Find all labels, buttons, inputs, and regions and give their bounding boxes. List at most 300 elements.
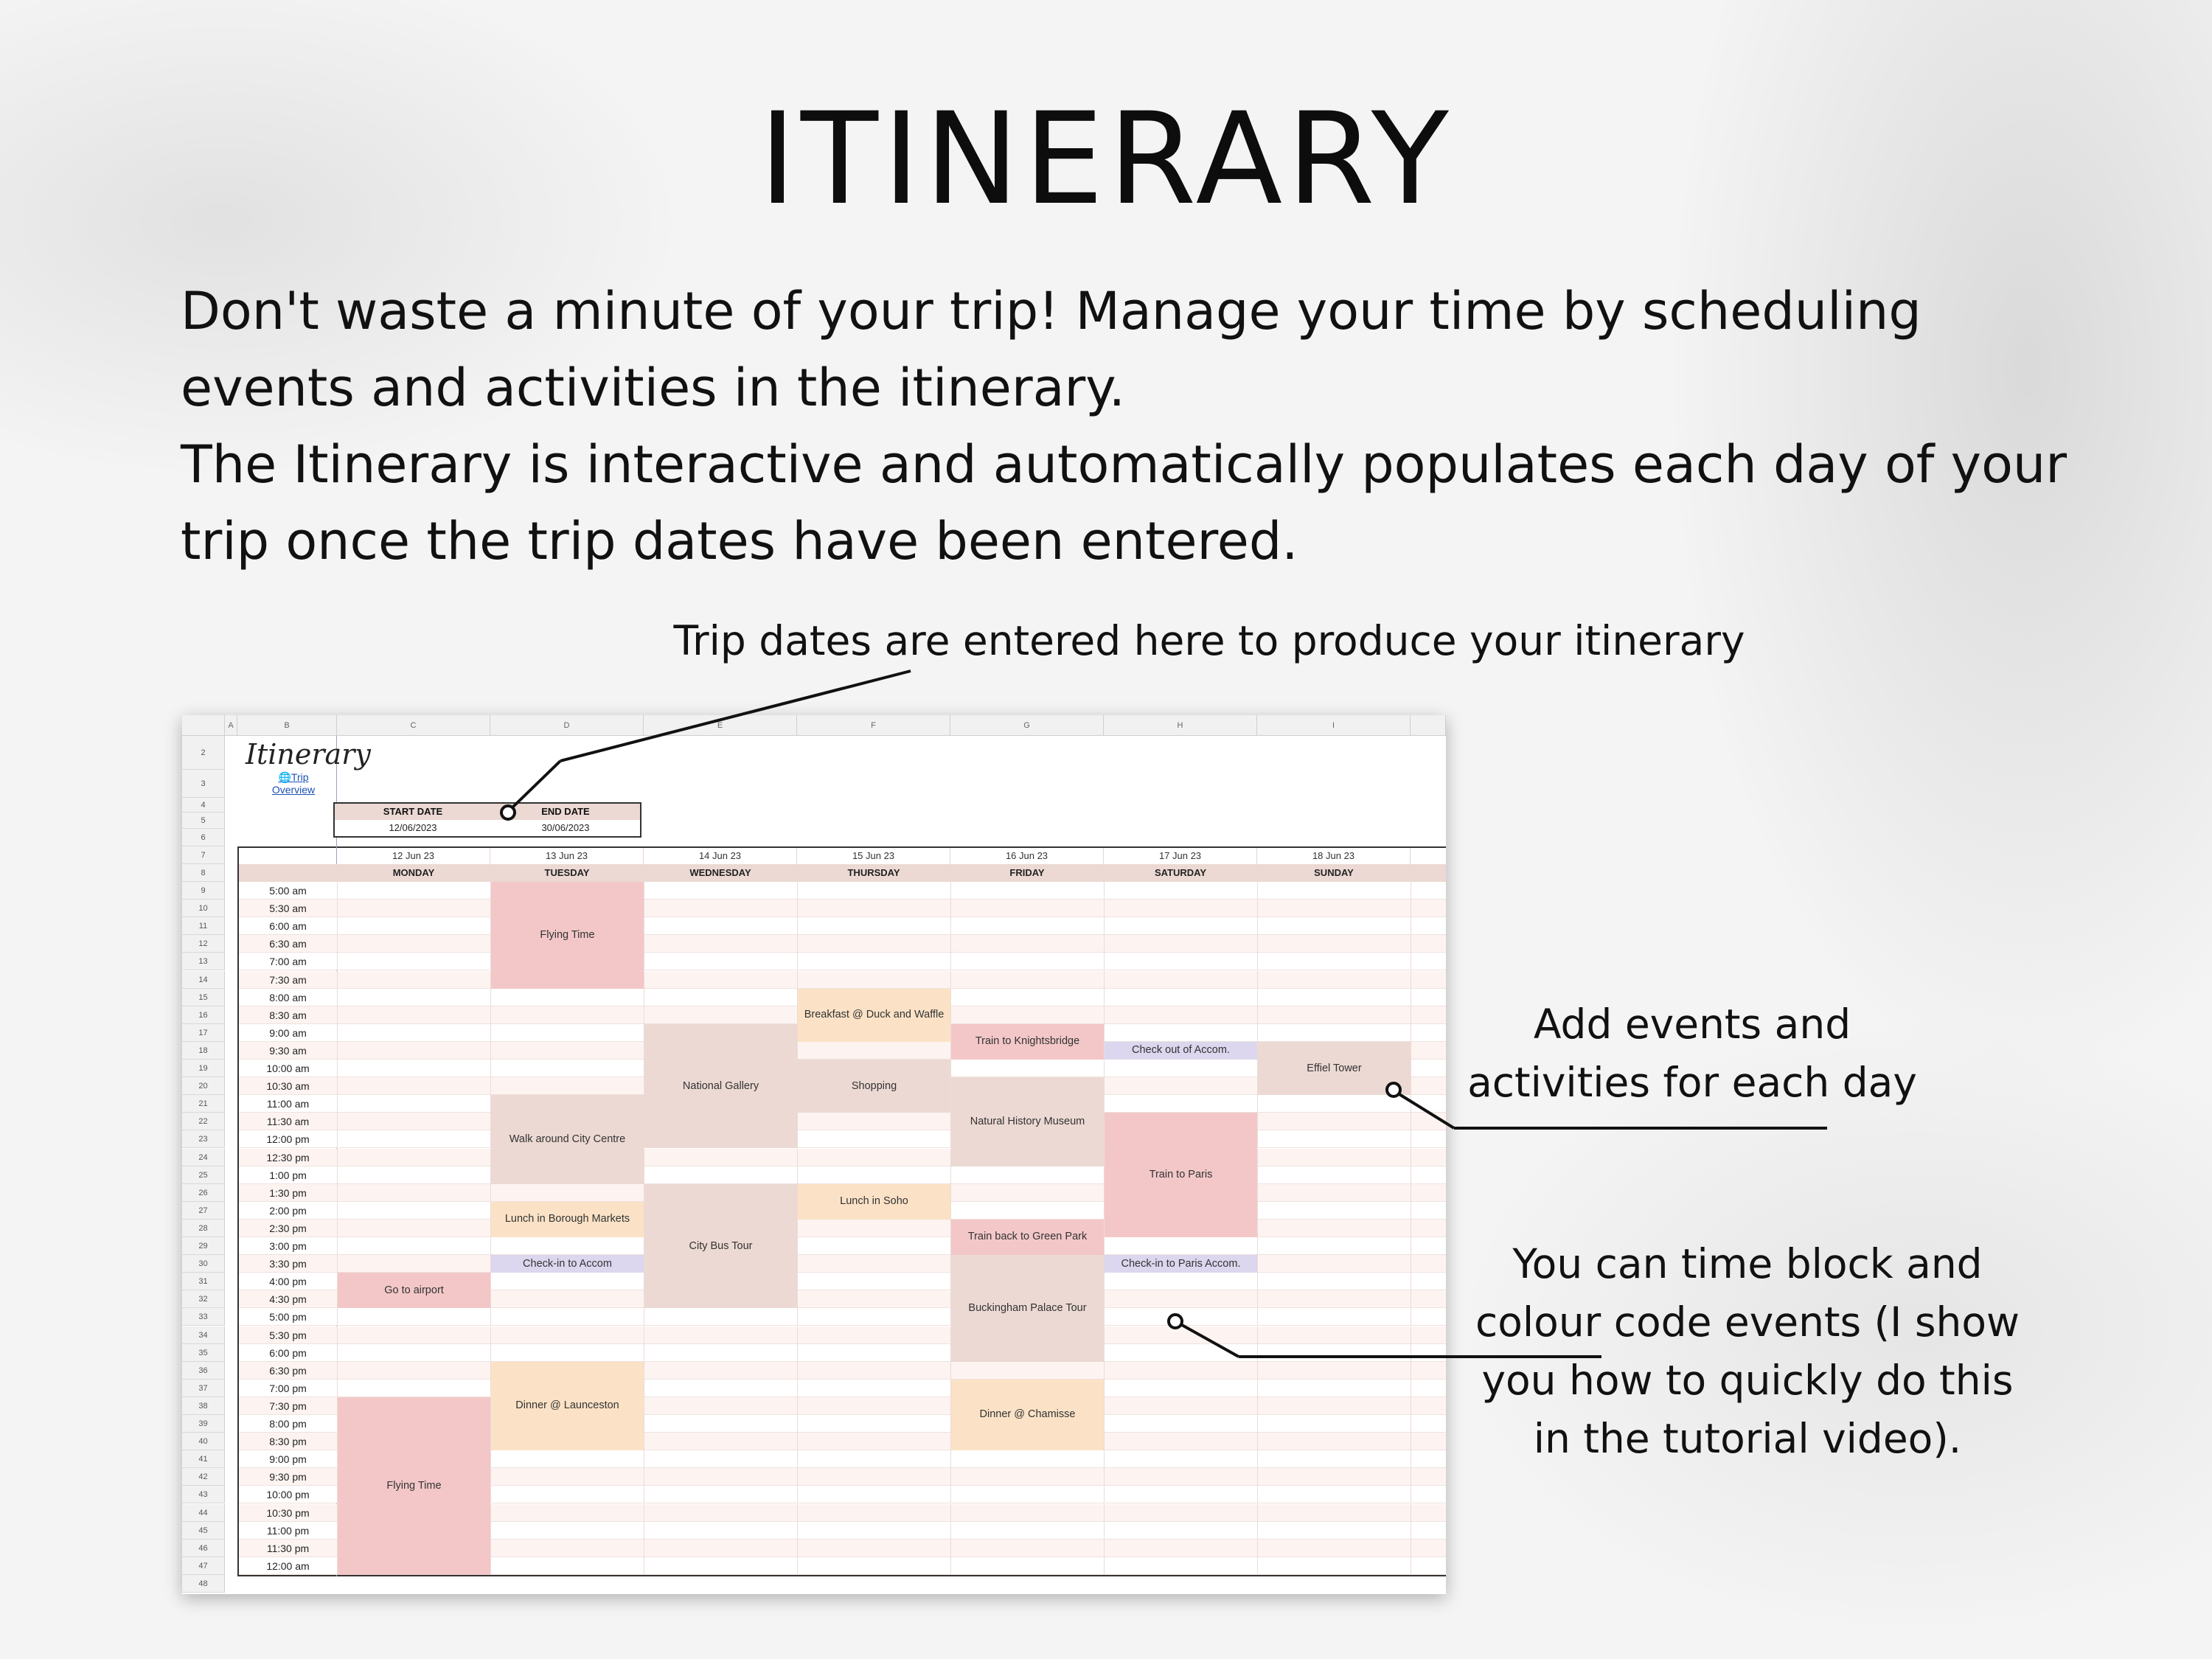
column-divider [337, 1362, 338, 1380]
column-divider [950, 989, 951, 1006]
event-block[interactable] [491, 1095, 644, 1184]
event-block[interactable] [1105, 1255, 1257, 1273]
row-header[interactable]: 13 [182, 953, 225, 970]
event-label: Lunch in Borough Markets [504, 1213, 630, 1225]
intro-text [181, 273, 2068, 580]
event-label: Breakfast @ Duck and Waffle [804, 1009, 945, 1021]
time-label: 8:30 am [269, 1009, 307, 1021]
callout-trip-dates: Trip dates are entered here to produce your itinerary [673, 617, 1745, 664]
column-divider [797, 917, 798, 935]
row-header[interactable]: 11 [182, 917, 225, 935]
column-divider [1257, 1397, 1258, 1415]
column-divider [1257, 1220, 1258, 1237]
event-block[interactable] [798, 1184, 950, 1220]
time-label: 4:30 pm [269, 1293, 307, 1306]
row-header[interactable]: 7 [182, 846, 225, 864]
row-header[interactable]: 48 [182, 1575, 225, 1593]
row-header[interactable]: 35 [182, 1344, 225, 1362]
event-label: Train to Knightsbridge [975, 1035, 1080, 1048]
column-divider [337, 989, 338, 1006]
column-divider [490, 1273, 491, 1290]
date-header: 16 Jun 23 [950, 848, 1104, 864]
row-header[interactable]: 26 [182, 1184, 225, 1202]
row-header[interactable]: 32 [182, 1290, 225, 1308]
time-row [239, 953, 1446, 970]
column-divider [1257, 900, 1258, 917]
column-divider [797, 1504, 798, 1522]
intro-line-2: The Itinerary is interactive and automatically populates each day of your trip once the trip dates have been entered. [181, 434, 2067, 571]
time-label: 9:00 am [269, 1026, 307, 1039]
row-header[interactable]: 9 [182, 882, 225, 900]
day-header-sunday: SUNDAY [1314, 867, 1354, 878]
row-header[interactable]: 2 [182, 736, 225, 770]
column-divider [797, 1450, 798, 1468]
row-header[interactable]: 28 [182, 1220, 225, 1237]
column-divider [1104, 1024, 1105, 1042]
time-label: 1:00 pm [269, 1169, 307, 1181]
column-divider [950, 1060, 951, 1077]
column-divider [1104, 1415, 1105, 1433]
event-label: Dinner @ Chamisse [979, 1408, 1076, 1421]
page-title: ITINERARY [759, 85, 1453, 233]
row-header[interactable]: 3 [182, 770, 225, 798]
day-header-saturday: SATURDAY [1154, 867, 1207, 878]
time-label: 6:30 am [269, 938, 307, 950]
column-divider [1104, 1504, 1105, 1522]
column-divider [950, 1468, 951, 1486]
event-block[interactable] [644, 1184, 797, 1309]
column-divider [1104, 1273, 1105, 1290]
column-divider [337, 1042, 338, 1060]
event-block[interactable] [951, 1077, 1104, 1166]
time-label: 9:30 am [269, 1044, 307, 1057]
column-divider [1257, 1237, 1258, 1255]
day-header-thursday: THURSDAY [847, 867, 900, 878]
trip-overview-link-label-1: Trip [291, 771, 309, 783]
column-divider [1104, 1540, 1105, 1557]
event-label: Train to Paris [1149, 1169, 1213, 1181]
column-header-h[interactable]: H [1104, 715, 1257, 736]
row-header[interactable]: 38 [182, 1397, 225, 1415]
column-header-d[interactable]: D [490, 715, 644, 736]
column-divider [1104, 882, 1105, 900]
date-header: 17 Jun 23 [1104, 848, 1257, 864]
column-divider [337, 1184, 338, 1202]
event-block[interactable] [1258, 1042, 1411, 1095]
column-divider [337, 935, 338, 953]
time-row [239, 1130, 1446, 1148]
column-divider [490, 989, 491, 1006]
row-header[interactable]: 24 [182, 1149, 225, 1166]
row-header[interactable]: 45 [182, 1522, 225, 1540]
column-divider [1257, 1024, 1258, 1042]
column-divider [797, 1415, 798, 1433]
column-divider [1104, 971, 1105, 989]
column-divider [950, 935, 951, 953]
column-divider [797, 1540, 798, 1557]
column-divider [490, 1450, 491, 1468]
event-label: National Gallery [682, 1079, 759, 1092]
column-divider [1257, 1468, 1258, 1486]
column-divider [490, 1540, 491, 1557]
row-header[interactable]: 18 [182, 1042, 225, 1060]
time-label: 12:00 pm [266, 1133, 310, 1146]
event-label: Dinner @ Launceston [515, 1399, 619, 1412]
event-block[interactable] [951, 1380, 1104, 1450]
column-header-a[interactable]: A [225, 715, 237, 736]
column-divider [337, 1308, 338, 1326]
column-divider [490, 1486, 491, 1503]
time-label: 8:00 pm [269, 1418, 307, 1430]
event-block[interactable] [1105, 1042, 1257, 1060]
row-header[interactable]: 14 [182, 971, 225, 989]
row-header[interactable]: 39 [182, 1415, 225, 1433]
column-divider [1257, 1433, 1258, 1450]
row-header[interactable]: 10 [182, 900, 225, 917]
column-divider [1104, 935, 1105, 953]
time-label: 8:30 pm [269, 1436, 307, 1448]
column-divider [1257, 1557, 1258, 1575]
column-divider [1257, 1504, 1258, 1522]
column-header-b[interactable]: B [237, 715, 337, 736]
column-divider [797, 1149, 798, 1166]
start-date-input[interactable]: 12/06/2023 [389, 822, 437, 833]
time-label: 8:00 am [269, 991, 307, 1004]
column-divider [797, 1130, 798, 1148]
row-header[interactable]: 29 [182, 1237, 225, 1255]
column-divider [950, 917, 951, 935]
column-divider [1257, 1290, 1258, 1308]
column-divider [1257, 1166, 1258, 1184]
row-header[interactable]: 41 [182, 1450, 225, 1468]
column-divider [337, 971, 338, 989]
time-label: 11:00 pm [266, 1524, 310, 1537]
column-divider [337, 1237, 338, 1255]
column-divider [490, 1308, 491, 1326]
time-label: 12:00 am [266, 1559, 310, 1572]
time-row [239, 1344, 1446, 1362]
column-divider [950, 1504, 951, 1522]
time-label: 10:00 am [266, 1062, 310, 1074]
time-label: 12:30 pm [266, 1151, 310, 1164]
column-divider [1257, 953, 1258, 970]
row-header[interactable]: 36 [182, 1362, 225, 1380]
time-label: 11:30 pm [266, 1542, 310, 1554]
column-divider [950, 1540, 951, 1557]
column-divider [797, 1237, 798, 1255]
event-block[interactable] [338, 1397, 490, 1575]
intro-line-1: Don't waste a minute of your trip! Manage your time by scheduling events and activities in the itinerary. [181, 281, 1921, 418]
time-label: 11:30 am [266, 1116, 310, 1128]
time-label: 5:00 pm [269, 1311, 307, 1324]
time-label: 6:30 pm [269, 1364, 307, 1377]
date-header: 15 Jun 23 [797, 848, 950, 864]
callout-time-block: You can time block and colour code events (I show you how to quickly do this in the tutorial video). [1475, 1240, 2020, 1462]
column-divider [1104, 1060, 1105, 1077]
column-divider [950, 1486, 951, 1503]
row-header[interactable]: 46 [182, 1540, 225, 1557]
row-header[interactable]: 47 [182, 1557, 225, 1575]
time-row [239, 1326, 1446, 1344]
row-header[interactable]: 12 [182, 935, 225, 953]
event-block[interactable] [798, 1060, 950, 1113]
column-divider [1104, 1486, 1105, 1503]
column-divider [797, 1042, 798, 1060]
event-block[interactable] [338, 1273, 490, 1308]
column-header-extra[interactable] [1411, 715, 1446, 736]
column-divider [1104, 917, 1105, 935]
row-header[interactable]: 44 [182, 1504, 225, 1522]
column-divider [337, 1060, 338, 1077]
column-divider [337, 1130, 338, 1148]
date-header: 12 Jun 23 [337, 848, 490, 864]
column-divider [797, 1380, 798, 1397]
column-divider [337, 1006, 338, 1024]
column-header-g[interactable]: G [950, 715, 1104, 736]
column-divider [797, 1255, 798, 1273]
column-divider [1257, 1130, 1258, 1148]
column-divider [797, 1326, 798, 1344]
column-divider [1257, 1113, 1258, 1130]
column-header-e[interactable]: E [644, 715, 797, 736]
column-divider [1257, 1380, 1258, 1397]
row-header[interactable]: 30 [182, 1255, 225, 1273]
column-divider [337, 1202, 338, 1220]
column-divider [1104, 1237, 1105, 1255]
date-header: 13 Jun 23 [490, 848, 644, 864]
column-divider [1257, 1326, 1258, 1344]
column-divider [797, 1113, 798, 1130]
sheet-corner[interactable] [182, 715, 225, 736]
column-header-f[interactable]: F [797, 715, 950, 736]
column-divider [1104, 1522, 1105, 1540]
column-divider [337, 1024, 338, 1042]
itinerary-spreadsheet [182, 715, 1446, 1594]
column-divider [1104, 1308, 1105, 1326]
time-label: 7:30 am [269, 973, 307, 986]
event-block[interactable] [951, 1255, 1104, 1362]
row-header[interactable]: 42 [182, 1468, 225, 1486]
column-divider [1104, 1326, 1105, 1344]
column-divider [950, 1006, 951, 1024]
column-divider [490, 1326, 491, 1344]
column-header-i[interactable]: I [1257, 715, 1411, 736]
row-header[interactable]: 34 [182, 1326, 225, 1344]
column-divider [1104, 1362, 1105, 1380]
column-divider [950, 882, 951, 900]
column-divider [797, 1290, 798, 1308]
column-divider [1104, 953, 1105, 970]
column-divider [1104, 1557, 1105, 1575]
row-header[interactable]: 17 [182, 1024, 225, 1042]
event-block[interactable] [491, 1362, 644, 1451]
row-header[interactable]: 22 [182, 1113, 225, 1130]
date-header: 14 Jun 23 [644, 848, 797, 864]
time-label: 7:00 am [269, 956, 307, 968]
row-header[interactable]: 21 [182, 1095, 225, 1113]
column-divider [797, 1486, 798, 1503]
column-divider [797, 935, 798, 953]
column-divider [950, 1202, 951, 1220]
column-divider [1257, 971, 1258, 989]
time-row [239, 1113, 1446, 1130]
column-divider [1257, 1202, 1258, 1220]
column-divider [1257, 1450, 1258, 1468]
time-row [239, 1255, 1446, 1273]
column-divider [1257, 1095, 1258, 1113]
column-divider [1257, 1273, 1258, 1290]
event-label: Flying Time [540, 928, 595, 941]
row-header[interactable]: 25 [182, 1166, 225, 1184]
column-divider [950, 971, 951, 989]
column-divider [797, 1220, 798, 1237]
column-divider [950, 1522, 951, 1540]
column-divider [950, 1362, 951, 1380]
event-block[interactable] [951, 1220, 1104, 1255]
column-divider [337, 1166, 338, 1184]
column-divider [1104, 1290, 1105, 1308]
column-divider [490, 1077, 491, 1095]
event-label: Flying Time [386, 1479, 442, 1492]
column-divider [950, 1166, 951, 1184]
column-divider [337, 882, 338, 900]
time-label: 2:30 pm [269, 1222, 307, 1234]
row-header[interactable]: 40 [182, 1433, 225, 1450]
event-label: Natural History Museum [970, 1115, 1085, 1127]
row-header[interactable]: 20 [182, 1077, 225, 1095]
end-date-input[interactable]: 30/06/2023 [541, 822, 590, 833]
column-divider [490, 1237, 491, 1255]
column-header-c[interactable]: C [337, 715, 490, 736]
column-divider [337, 1220, 338, 1237]
row-header[interactable]: 8 [182, 864, 225, 882]
event-block[interactable] [644, 1024, 797, 1149]
event-label: Walk around City Centre [509, 1133, 626, 1145]
column-divider [337, 1113, 338, 1130]
column-divider [950, 1184, 951, 1202]
column-divider [950, 953, 951, 970]
column-divider [1257, 1522, 1258, 1540]
column-divider [490, 1504, 491, 1522]
column-divider [797, 1344, 798, 1362]
day-header-monday: MONDAY [392, 867, 435, 878]
day-header-wednesday: WEDNESDAY [689, 867, 751, 878]
column-divider [1257, 989, 1258, 1006]
time-row [239, 1166, 1446, 1184]
trip-overview-link-label-2: Overview [271, 784, 316, 796]
column-divider [797, 1308, 798, 1326]
row-header[interactable]: 19 [182, 1060, 225, 1077]
column-divider [797, 1433, 798, 1450]
calendar-bottom-border [237, 1575, 1446, 1576]
column-divider [797, 900, 798, 917]
day-header-friday: FRIDAY [1009, 867, 1045, 878]
trip-overview-link[interactable] [246, 771, 341, 796]
column-divider [950, 900, 951, 917]
time-label: 11:00 am [266, 1098, 310, 1110]
column-divider [490, 1344, 491, 1362]
time-label: 3:00 pm [269, 1240, 307, 1252]
event-label: Check-in to Accom [523, 1257, 612, 1270]
time-label: 7:30 pm [269, 1399, 307, 1412]
event-block[interactable] [951, 1024, 1104, 1060]
row-header[interactable]: 23 [182, 1130, 225, 1148]
column-divider [490, 1557, 491, 1575]
row-header[interactable]: 16 [182, 1006, 225, 1024]
column-divider [797, 1273, 798, 1290]
column-divider [337, 917, 338, 935]
time-label: 9:00 pm [269, 1453, 307, 1466]
column-divider [1257, 1149, 1258, 1166]
column-divider [337, 1255, 338, 1273]
column-divider [1104, 1344, 1105, 1362]
column-divider [1104, 1397, 1105, 1415]
time-row [239, 1220, 1446, 1237]
time-label: 9:30 pm [269, 1471, 307, 1484]
row-header[interactable]: 33 [182, 1308, 225, 1326]
column-divider [1257, 1486, 1258, 1503]
callout-add-events: Add events and activities for each day [1467, 1001, 1917, 1106]
event-block[interactable] [491, 1255, 644, 1273]
event-block[interactable] [798, 989, 950, 1042]
time-label: 10:00 pm [266, 1489, 310, 1501]
start-date-label: START DATE [335, 804, 491, 820]
time-row [239, 935, 1446, 953]
column-divider [1104, 989, 1105, 1006]
row-header[interactable]: 37 [182, 1380, 225, 1397]
row-header[interactable]: 15 [182, 989, 225, 1006]
end-date-label: END DATE [491, 804, 640, 820]
column-divider [797, 1557, 798, 1575]
event-block[interactable] [491, 882, 644, 989]
row-header[interactable]: 4 [182, 798, 225, 813]
time-label: 3:30 pm [269, 1258, 307, 1270]
time-label: 2:00 pm [269, 1204, 307, 1217]
itinerary-brand [246, 737, 371, 796]
event-block[interactable] [1105, 1113, 1257, 1237]
column-divider [490, 1060, 491, 1077]
event-label: Buckingham Palace Tour [968, 1301, 1087, 1314]
column-divider [1104, 1077, 1105, 1095]
time-label: 4:00 pm [269, 1276, 307, 1288]
day-header-tuesday: TUESDAY [544, 867, 590, 878]
column-divider [1257, 917, 1258, 935]
column-divider [490, 1024, 491, 1042]
column-divider [1104, 1468, 1105, 1486]
column-divider [337, 1077, 338, 1095]
row-header[interactable]: 31 [182, 1273, 225, 1290]
time-row [239, 1237, 1446, 1255]
column-divider [337, 900, 338, 917]
row-header[interactable]: 43 [182, 1486, 225, 1503]
column-divider [1104, 1095, 1105, 1113]
column-divider [337, 1326, 338, 1344]
row-header[interactable]: 27 [182, 1202, 225, 1220]
time-row [239, 1380, 1446, 1397]
time-label: 5:00 am [269, 885, 307, 897]
date-header: 18 Jun 23 [1257, 848, 1411, 864]
event-block[interactable] [491, 1202, 644, 1237]
column-divider [337, 1344, 338, 1362]
row-header[interactable]: 6 [182, 829, 225, 846]
event-label: Shopping [851, 1079, 897, 1092]
column-divider [1257, 1415, 1258, 1433]
column-divider [797, 1468, 798, 1486]
column-divider [490, 1468, 491, 1486]
column-divider [337, 1095, 338, 1113]
time-label: 5:30 pm [269, 1329, 307, 1341]
row-header[interactable]: 5 [182, 813, 225, 829]
